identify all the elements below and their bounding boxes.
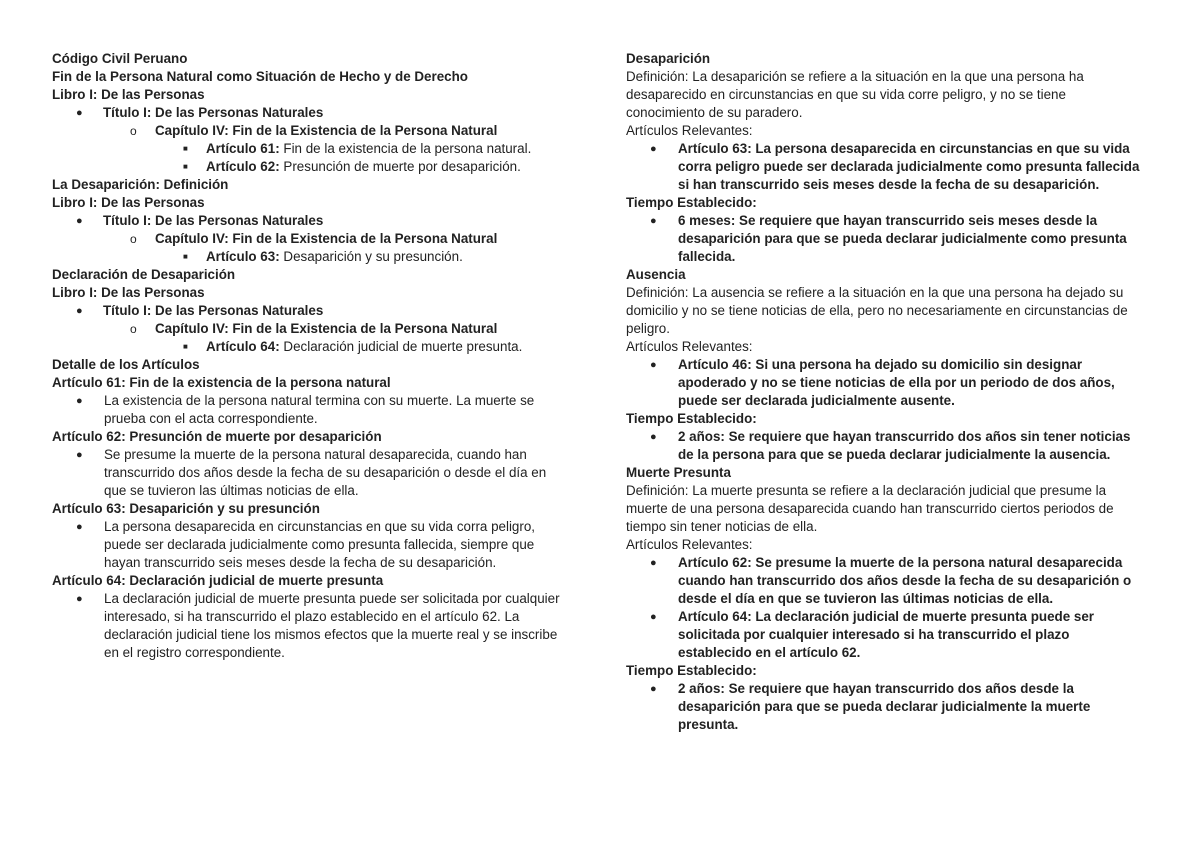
detail-text-62: ● Se presume la muerte de la persona natural desaparecida, cuando han transcurrido dos años desde la fecha de su desaparición o desde el día en que se tuvieron las últimas noticias de ella. [76,447,547,498]
bullet-icon: ● [76,395,83,407]
detail-heading-61: Artículo 61: Fin de la existencia de la persona natural [52,375,391,390]
article-item-63: ■ Artículo 63: Desaparición y su presunción. [183,249,463,264]
circle-bullet-icon: o [130,232,137,246]
detail-heading-63: Artículo 63: Desaparición y su presunción [52,501,320,516]
article-item-62: ■ Artículo 62: Presunción de muerte por desaparición. [183,159,521,174]
detail-text-64: ● La declaración judicial de muerte presunta puede ser solicitada por cualquier interesado, si ha transcurrido el plazo establecido en el artículo 62. La declaración judicial tiene los mismos efectos que la muerte real y se inscribe en el registro correspondiente. [76,591,560,660]
document-subtitle: Fin de la Persona Natural como Situación de Hecho y de Derecho [52,69,468,84]
left-column [52,50,562,662]
title-item: ● Título I: De las Personas Naturales [76,303,324,318]
time-label: Tiempo Establecido: [626,195,757,210]
document-title: Código Civil Peruano [52,51,188,66]
section-heading: La Desaparición: Definición [52,177,229,192]
details-heading: Detalle de los Artículos [52,357,200,372]
bullet-icon: ● [650,215,657,227]
section-heading: Declaración de Desaparición [52,267,236,282]
detail-heading-62: Artículo 62: Presunción de muerte por desaparición [52,429,382,444]
bullet-icon: ● [76,593,83,605]
book-heading: Libro I: De las Personas [52,87,205,102]
time-label: Tiempo Establecido: [626,663,757,678]
detail-heading-64: Artículo 64: Declaración judicial de muerte presunta [52,573,384,588]
relevant-articles-label: Artículos Relevantes: [626,339,753,354]
title-item: ● Título I: De las Personas Naturales [76,213,324,228]
muerte-presunta-heading: Muerte Presunta [626,465,731,480]
desaparicion-heading: Desaparición [626,51,711,66]
bullet-icon: ● [650,143,657,155]
article-item-61: ■ Artículo 61: Fin de la existencia de la persona natural. [183,141,532,156]
ausencia-article-46: ● Artículo 46: Si una persona ha dejado su domicilio sin designar apoderado y no se tiene noticias de ella por un periodo de dos años, puede ser declarada judicialmente ausente. [650,357,1115,408]
desaparicion-time: ● 6 meses: Se requiere que hayan transcurrido seis meses desde la desaparición para que se pueda declarar judicialmente como presunta fallecida. [650,213,1127,264]
chapter-item: o Capítulo IV: Fin de la Existencia de la Persona Natural [130,123,498,138]
muerte-presunta-definition: Definición: La muerte presunta se refiere a la declaración judicial que presume la muerte de una persona desaparecida cuando han transcurrido ciertos periodos de tiempo sin tener noticias de ella. [626,483,1114,534]
ausencia-time: ● 2 años: Se requiere que hayan transcurrido dos años sin tener noticias de la persona para que se pueda declarar judicialmente la ausencia. [650,429,1131,462]
bullet-icon: ● [76,215,83,227]
right-column [626,50,1146,734]
square-bullet-icon: ■ [183,162,188,171]
title-item: ● Título I: De las Personas Naturales [76,105,324,120]
bullet-icon: ● [76,521,83,533]
detail-text-63: ● La persona desaparecida en circunstancias en que su vida corra peligro, puede ser declarada judicialmente como presunta fallecida, siempre que hayan transcurrido seis meses desde la fecha de su desaparición. [76,519,535,570]
circle-bullet-icon: o [130,322,137,336]
book-heading: Libro I: De las Personas [52,195,205,210]
muerte-presunta-article-62: ● Artículo 62: Se presume la muerte de la persona natural desaparecida cuando han transcurrido dos años desde la fecha de su desaparición o desde el día en que se tuvieron las últimas noticias de ella. [650,555,1132,606]
square-bullet-icon: ■ [183,144,188,153]
bullet-icon: ● [650,557,657,569]
bullet-icon: ● [76,107,83,119]
detail-text-61: ● La existencia de la persona natural termina con su muerte. La muerte se prueba con el acta correspondiente. [76,393,535,426]
bullet-icon: ● [650,359,657,371]
chapter-item: o Capítulo IV: Fin de la Existencia de la Persona Natural [130,321,498,336]
ausencia-heading: Ausencia [626,267,686,282]
circle-bullet-icon: o [130,124,137,138]
relevant-articles-label: Artículos Relevantes: [626,123,753,138]
chapter-item: o Capítulo IV: Fin de la Existencia de la Persona Natural [130,231,498,246]
time-label: Tiempo Establecido: [626,411,757,426]
muerte-presunta-time: ● 2 años: Se requiere que hayan transcurrido dos años desde la desaparición para que se pueda declarar judicialmente la muerte presunta. [650,681,1091,732]
bullet-icon: ● [76,449,83,461]
square-bullet-icon: ■ [183,342,188,351]
ausencia-definition: Definición: La ausencia se refiere a la situación en la que una persona ha dejado su domicilio y no se tiene noticias de ella, pero no necesariamente en circunstancias de peligro. [626,285,1128,336]
book-heading: Libro I: De las Personas [52,285,205,300]
relevant-articles-label: Artículos Relevantes: [626,537,753,552]
article-item-64: ■ Artículo 64: Declaración judicial de muerte presunta. [183,339,523,354]
desaparicion-article-63: ● Artículo 63: La persona desaparecida en circunstancias en que su vida corra peligro puede ser declarada judicialmente como presunta fallecida si han transcurrido seis meses desde la fecha de su desaparición. [650,141,1140,192]
bullet-icon: ● [650,683,657,695]
desaparicion-definition: Definición: La desaparición se refiere a la situación en la que una persona ha desaparecido en circunstancias en que su vida corre peligro, y no se tiene conocimiento de su paradero. [626,69,1084,120]
square-bullet-icon: ■ [183,252,188,261]
bullet-icon: ● [650,611,657,623]
muerte-presunta-article-64: ● Artículo 64: La declaración judicial de muerte presunta puede ser solicitada por cualquier interesado si ha transcurrido el plazo establecido en el artículo 62. [650,609,1094,660]
bullet-icon: ● [76,305,83,317]
bullet-icon: ● [650,431,657,443]
